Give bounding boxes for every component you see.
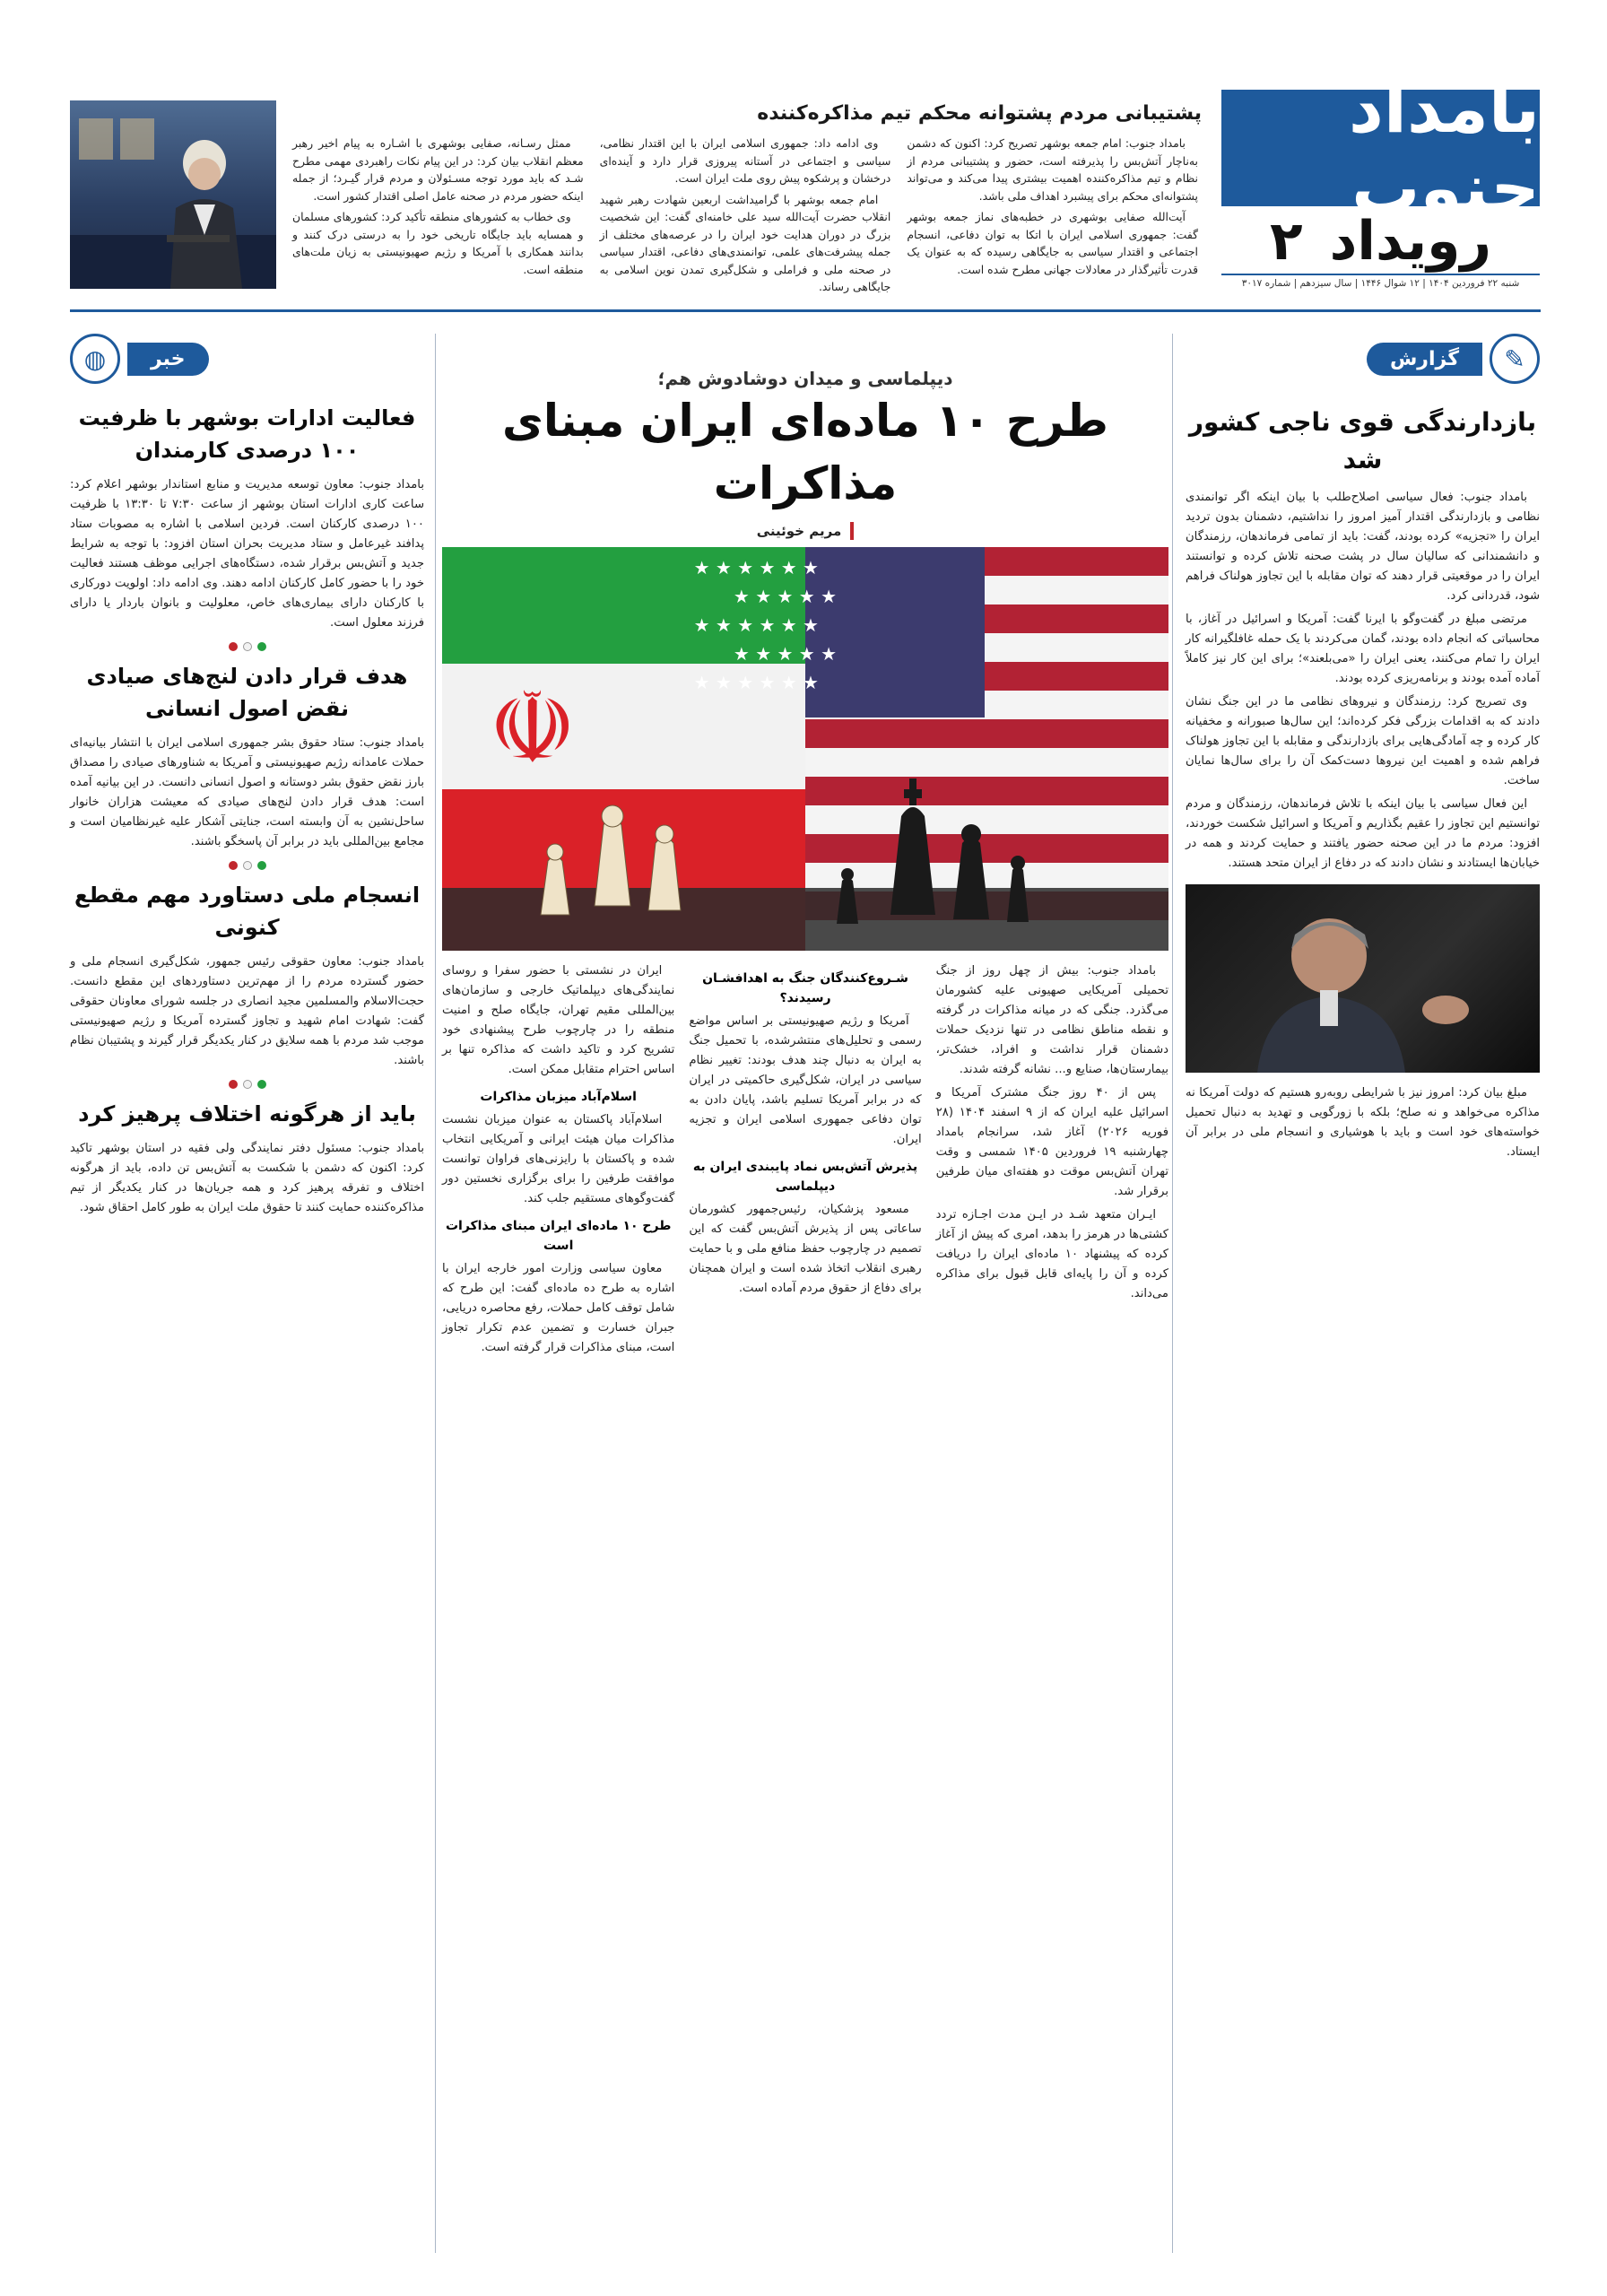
report-body-continued <box>1186 1083 1540 1162</box>
white-dot <box>243 642 252 651</box>
main-paragraph: ایـران متعهد شـد در ایـن مدت اجـازه تردد کشتی‌ها در هرمز را بدهد، امری که پیش از آغاز کرده که پیشنهاد ۱۰ ماده‌ای ایران را دریافت کرده و آن را پایه‌ای قابل قبول برای مذاکره می‌داند. <box>935 1208 1169 1300</box>
news-text: بامداد جنوب: ستاد حقوق بشر جمهوری اسلامی ایران با انتشار بیانیه‌ای حملات عامدانه رژیم صهیونیستی و آمریکا به شناورهای صیادی را مصداق بارز نقض حقوق بشر دوستانه و اصول انسانی دانست. در این بیانیه آمده است: هدف قرار دادن لنج‌های صیادی که معیشت هزاران خانوار ساحل‌نشین به آن وابسته است، جنایتی آشکار علیه غیرنظامیان است و مجامع بین‌المللی باید در برابر آن پاسخگو باشند. <box>70 736 424 848</box>
white-dot <box>243 1080 252 1089</box>
cleric-illustration-icon <box>70 100 276 289</box>
main-kicker: دیپلماسی و میدان دوشادوش هم؛ <box>657 368 953 389</box>
top-story-paragraph: امام جمعه بوشهر با گرامیداشت اربعین شهادت رهبر شهید انقلاب حضرت آیت‌الله سید علی خامنه‌ای گفت: این شخصیت بزرگ در دوران هدایت خود ایران را در عرصه‌های مختلف از جمله پیشرفت‌های علمی، توانمندی‌های دفاعی، اقتدار سیاسی در صحنه ملی و فراملی و شکل‌گیری تمدن نوین اسلامی به جایگاهی رساند. <box>599 192 891 293</box>
page-number: ۲ <box>1270 210 1303 273</box>
report-paragraph: وی تصریح کرد: رزمندگان و نیروهای نظامی ما در این جنگ نشان دادند که به اقدامات بزرگی فکر کرده‌اند؛ این سال‌ها صبورانه و مخفیانه کار کرده و چه آمادگی‌هایی برای بازدارندگی و مقابله با این تجاوز هولناک فراهم شده و اهمیت این نیروها دست‌کمک آن را برای سال‌ها نمایان ساخت. <box>1186 695 1540 787</box>
main-paragraph: اسلام‌آباد پاکستان به عنوان میزبان نشست مذاکرات میان هیئت ایرانی و آمریکایی انتخاب شده و پاکستان با رایزنی‌های فراوان توانست موافقت طرفین را برای برگزاری نخستین دور گفت‌وگوهای مستقیم جلب کند. <box>442 1113 675 1205</box>
dateline: شنبه ۲۲ فروردین ۱۴۰۴ | ۱۲ شوال ۱۴۴۶ | سال سیزدهم | شماره ۳۰۱۷ <box>1221 274 1540 289</box>
report-badge <box>1186 334 1540 384</box>
header-divider <box>70 309 1541 312</box>
svg-text:★ ★ ★ ★ ★: ★ ★ ★ ★ ★ <box>733 643 837 665</box>
report-column <box>1186 334 1540 1166</box>
red-dot <box>229 642 238 651</box>
news-title: هدف قرار دادن لنج‌های صیادی نقض اصول انسانی <box>86 664 408 721</box>
svg-text:★ ★ ★ ★ ★: ★ ★ ★ ★ ★ <box>733 586 837 607</box>
main-paragraph: بامداد جنوب: بیش از چهل روز از جنگ تحمیلی آمریکایی صهیونی علیه کشورمان می‌گذرد. جنگی که در میانه مذاکرات در گرفته و نقطه مناطق نظامی در تنها نزدیک حملات دشمنان قرار نداشت و افراد، خشک‌تر، بیمارستان‌ها، صنایع و... نشانه گرفته شدند. <box>935 964 1168 1076</box>
main-paragraph: معاون سیاسی وزارت امور خارجه ایران با اشاره به طرح ده ماده‌ای گفت: این طرح که شامل توقف کامل حملات، رفع محاصره دریایی، جبران خسارت و تضمین عدم تکرار تجاوز است، مبنای مذاکرات قرار گرفته است. <box>442 1262 675 1354</box>
main-story-column <box>442 961 674 1361</box>
news-text: بامداد جنوب: مسئول دفتر نمایندگی ولی فقیه در استان بوشهر تاکید کرد: اکنون که دشمن با شکست به آتش‌بس تن داده، باید از هرگونه اختلاف و تفرقه پرهیز کرد و همه جریان‌ها در کنار یکدیگر از تیم مذاکره‌کننده حمایت کنند تا حقوق ملت ایران به طور کامل احقاق شود. <box>70 1142 424 1214</box>
main-paragraph: پس از ۴۰ روز جنگ مشترک آمریکا و اسرائیل علیه ایران که از ۹ اسفند ۱۴۰۴ (۲۸ فوریه ۲۰۲۶) آغاز شد، سرانجام بامداد چهارشنبه ۱۹ فروردین ۱۴۰۵ شمسی و وقت تهران آتش‌بس موقت دو هفته‌ای میان طرفین برقرار شد. <box>935 1086 1169 1198</box>
svg-text:★ ★ ★ ★ ★ ★: ★ ★ ★ ★ ★ ★ <box>693 672 819 693</box>
masthead <box>1221 68 1540 289</box>
column-separator <box>1172 334 1173 2253</box>
news-column <box>70 334 424 1218</box>
top-story-paragraph: بامداد جنوب: امام جمعه بوشهر تصریح کرد: اکنون که دشمن به‌ناچار آتش‌بس را پذیرفته است، حضور و پشتیبانی مردم از نظام و تیم مذاکره‌کننده اهمیت بیشتری پیدا می‌کند و می‌تواند پشتوانه‌ای محکم برای پیشبرد اهداف ملی باشد. <box>907 136 1198 203</box>
red-dot <box>229 1080 238 1089</box>
report-badge-label: گزارش <box>1367 343 1482 376</box>
svg-text:★ ★ ★ ★ ★ ★: ★ ★ ★ ★ ★ ★ <box>693 557 819 578</box>
globe-icon: ◍ <box>70 334 120 384</box>
news-text: بامداد جنوب: معاون حقوقی رئیس جمهور، شکل‌گیری انسجام ملی و حضور گسترده مردم را از مهم‌ترین دستاوردهای این مقطع دانست. حجت‌الاسلام والمسلمین مجید انصاری در جلسه شورای معاونان حقوقی گفت: شهادت امام شهید و تجاوز گسترده آمریکا و رژیم صهیونیستی موجب شد مردم با همه سلایق در کنار یکدیگر قرار گیرند و پشتیبان نظام باشند. <box>70 955 424 1067</box>
byline-bar <box>850 522 854 540</box>
main-subhead: شـروع‌کنندگان جنگ به اهدافشـان رسیدند؟ <box>702 971 908 1005</box>
top-story-paragraph: آیت‌الله صفایی بوشهری در خطبه‌های نماز جمعه بوشهر گفت: جمهوری اسلامی ایران با اتکا به توان دفاعی، انسجام اجتماعی و اقتدار سیاسی به جایگاهی رسیده که به عنوان یک قدرت تأثیرگذار در معادلات جهانی مطرح شده است. <box>907 210 1198 276</box>
speaker-illustration-icon <box>1186 884 1540 1073</box>
main-paragraph: ایران در نشستی با حضور سفرا و روسای نمایندگی‌های دیپلماتیک خارجی و سازمان‌های بین‌المللی مقیم تهران، جایگاه صلح و امنیت منطقه را در چارچوب طرح پیشنهادی خود تشریح کرد و تاکید داشت که مذاکره تنها بر اساس احترام متقابل ممکن است. <box>442 964 675 1076</box>
brand-box <box>1221 68 1540 228</box>
main-paragraph: مسعود پزشکیان، رئیس‌جمهور کشورمان ساعاتی پس از پذیرش آتش‌بس گفت که این تصمیم در چارچوب حفظ منافع ملی و با حمایت رهبری انقلاب اتخاذ شده است و ایران همچنان برای دفاع از حقوق مردم آماده است. <box>689 1203 922 1295</box>
top-story-column <box>600 135 891 296</box>
svg-text:★ ★ ★ ★ ★ ★: ★ ★ ★ ★ ★ ★ <box>693 614 819 636</box>
top-story-paragraph: ممثل رسـانه، صفایی بوشهری با اشـاره به پیام اخیر رهبر معظم انقلاب بیان کرد: در این پیام نکات راهبردی مهمی مطرح شـد که باید مورد توجه مسـئولان و مردم قرار گیـرد؛ از جمله اینکه حضور مردم در صحنه عامل اصلی اقتدار کشور است. <box>291 136 584 203</box>
main-subhead: طرح ۱۰ ماده‌ای ایران مبنای مذاکرات است <box>445 1219 672 1253</box>
green-dot <box>257 1080 266 1089</box>
report-paragraph: این فعال سیاسی با بیان اینکه با تلاش فرماندهان، رزمندگان و مردم توانستیم این تجاوز را عقیم بگذاریم و آمریکا و اسرائیل شکست خوردند، افزود: مردم ما در این صحنه حضور یافتند و حمایت کردند و همه در خیابان‌ها ایستادند و نشان دادند که در دفاع از ایران متحد هستند. <box>1186 797 1540 870</box>
top-story-paragraph: وی ادامه داد: جمهوری اسلامی ایران با این اقتدار نظامی، سیاسی و اجتماعی در آستانه پیروزی قرار دارد و آینده‌ای درخشان و پرشکوه پیش روی ملت ایران است. <box>599 136 891 185</box>
news-badge-label: خبر <box>127 343 209 376</box>
news-title: فعالیت ادارات بوشهر با ظرفیت ۱۰۰ درصدی کارمندان <box>78 405 416 463</box>
main-photo <box>442 547 1168 951</box>
green-dot <box>257 861 266 870</box>
author-name: مریم خوئینی <box>756 523 842 539</box>
top-story-column <box>907 135 1198 296</box>
news-text: بامداد جنوب: معاون توسعه مدیریت و منابع استاندار بوشهر اعلام کرد: ساعت کاری ادارات استان بوشهر از ساعت ۷:۳۰ تا ۱۳:۳۰ با ظرفیت ۱۰۰ درصدی کارکنان است. فردین اسلامی با اشاره به مصوبات ستاد پدافند غیرعامل و ستاد مدیریت بحران استان افزود: با توجه به شرایط جدید و آتش‌بس برقرار شده، دستگاه‌های اجرایی موظف هستند فعالیت خود را با حضور کامل کارکنان ادامه دهند. وی ادامه داد: اولویت دورکاری با کارکنان دارای بیماری‌های خاص، معلولیت و بانوان باردار یا دارای فرزند معلول است. <box>70 478 424 630</box>
divider-dots <box>70 861 424 870</box>
main-headline: طرح ۱۰ ماده‌ای ایران مبنای مذاکرات <box>502 395 1108 509</box>
main-subhead: اسلام‌آباد میزبان مذاکرات <box>480 1090 637 1104</box>
news-badge <box>70 334 424 384</box>
section-header <box>1221 210 1540 273</box>
report-title: بازدارندگی قوی ناجی کشور شد <box>1188 407 1537 474</box>
report-paragraph: مبلغ بیان کرد: امروز نیز با شرایطی روبه‌رو هستیم که دولت آمریکا نه مذاکره می‌خواهد و نه صلح؛ بلکه با زورگویی و تهدید به دنبال تحمیل خواسته‌های خود است و باید با هوشیاری و انسجام ملی در برابر آن ایستاد. <box>1186 1086 1540 1159</box>
report-paragraph: مرتضی مبلغ در گفت‌وگو با ایرنا گفت: آمریکا و اسرائیل در آغاز، با محاسباتی که انجام داده بودند، گمان می‌کردند با یک حمله غافلگیرانه کار ایران را تمام می‌کنند، یعنی ایران را «می‌بلعند»؛ برای این کار نیز کاملاً آماده آمده بودند و برنامه‌ریزی کرده بودند. <box>1186 613 1540 685</box>
main-subhead: پذیرش آتش‌بس نماد پایبندی ایران به دیپلماسی <box>692 1160 918 1194</box>
news-title: انسجام ملی دستاورد مهم مقطع کنونی <box>74 883 421 940</box>
divider-dots <box>70 642 424 651</box>
white-dot <box>243 861 252 870</box>
flags-chess-illustration-icon <box>442 547 1168 951</box>
section-title: رویداد <box>1329 210 1492 273</box>
main-story-column <box>936 961 1168 1361</box>
top-story-title: پشتیبانی مردم پشتوانه محکم تیم مذاکره‌کننده <box>757 102 1202 125</box>
main-story-column <box>689 961 921 1361</box>
main-paragraph: آمریکا و رژیم صهیونیستی بر اساس مواضع رسمی و تحلیل‌های منتشرشده، با تحمیل جنگ به ایران به دنبال چند هدف بودند: تغییر نظام سیاسی در ایران، شکل‌گیری حاکمیتی در ایران که در برابر آمریکا تسلیم باشد، پایان دادن به توان دفاعی جمهوری اسلامی ایران و تجزیه ایران. <box>689 1014 922 1146</box>
red-dot <box>229 861 238 870</box>
svg-text:☫: ☫ <box>488 671 577 786</box>
brand-logo: بامداد جنوب <box>1348 68 1540 228</box>
cleric-photo <box>70 100 276 289</box>
notepad-icon: ✎ <box>1490 334 1540 384</box>
report-paragraph: بامداد جنوب: فعال سیاسی اصلاح‌طلب با بیان اینکه اگر توانمندی نظامی و بازدارندگی اقتدار آمیز امروز را نداشتیم، دشمنان بدون تردید ایران را «تجزیه» کرده بودند، گفت: باید از تمامی فرماندهان، رزمندگان و دانشمندانی که سالیان سال در پشت صحنه تلاش کرده و توانستند ایران را در موقعیتی قرار دهند که توان مقابله با این تجاوز هولناک فراهم شود، قدردانی کرد. <box>1186 491 1540 603</box>
byline <box>442 522 1168 540</box>
news-title: باید از هرگونه اختلاف پرهیز کرد <box>78 1101 416 1126</box>
green-dot <box>257 642 266 651</box>
column-separator <box>435 334 436 2253</box>
report-body <box>1186 488 1540 874</box>
top-story-body <box>292 135 1198 296</box>
speaker-photo <box>1186 884 1540 1073</box>
top-story-paragraph: وی خطاب به کشورهای منطقه تأکید کرد: کشورهای مسلمان و همسایه باید جایگاه تاریخی خود را به درستی درک کنند و بدانند همکاری با آمریکا و رژیم صهیونیستی به زیان ملت‌های منطقه است. <box>291 210 584 276</box>
top-story-column <box>292 135 584 296</box>
main-story <box>442 334 1168 1361</box>
divider-dots <box>70 1080 424 1089</box>
main-story-columns <box>442 961 1168 1361</box>
